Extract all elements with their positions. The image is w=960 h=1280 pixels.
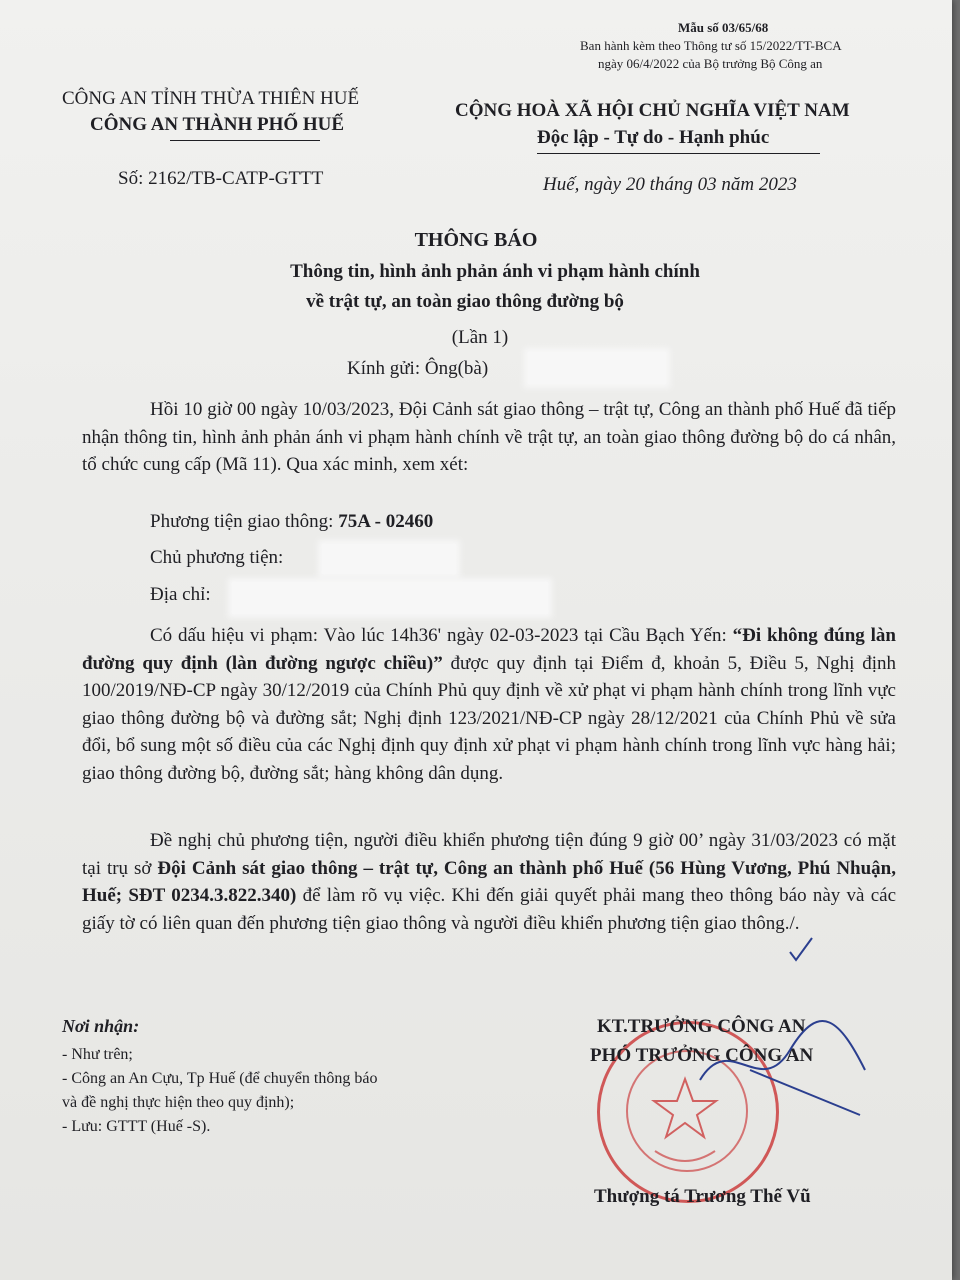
violation-paragraph xyxy=(82,622,896,787)
redacted-owner-name xyxy=(322,544,456,574)
recipients-line-2: - Công an An Cựu, Tp Huế (để chuyển thông báo xyxy=(62,1070,378,1087)
check-mark-icon xyxy=(786,934,816,964)
owner-label: Chủ phương tiện: xyxy=(150,547,284,568)
signature-line-2: PHÓ TRƯỞNG CÔNG AN xyxy=(590,1045,814,1066)
redacted-recipient-name xyxy=(528,352,666,384)
recipients-line-3: và đề nghị thực hiện theo quy định); xyxy=(62,1094,295,1111)
notice-title: THÔNG BÁO xyxy=(414,229,538,251)
nation-motto: Độc lập - Tự do - Hạnh phúc xyxy=(537,127,770,148)
violation-name: “Đi không đúng làn đường quy định (làn đường ngược chiều)” xyxy=(82,625,896,674)
signature-line-1: KT.TRƯỞNG CÔNG AN xyxy=(597,1016,806,1037)
violation-rest: được quy định tại Điểm đ, khoản 5, Điều 5, Nghị định 100/2019/NĐ-CP ngày 30/12/2019 của Chính Phủ quy định về xử phạt vi phạm hành chính trong lĩnh vực giao thông đường bộ và đường sắt; Nghị định 123/2021/NĐ-CP ngày 28/12/2021 của Chính Phủ về sửa đổi, bổ sung một số điều của các Nghị định quy định xử phạt vi phạm hành chính trong lĩnh vực hàng hải; giao thông đường bộ, đường sắt; hàng không dân dụng. xyxy=(82,652,897,784)
owner-field xyxy=(150,547,283,569)
date-place: Huế, ngày 20 tháng 03 năm 2023 xyxy=(543,174,797,195)
vehicle-label: Phương tiện giao thông: xyxy=(150,511,334,532)
signer-name: Thượng tá Trương Thế Vũ xyxy=(594,1186,811,1207)
notice-subtitle-1: Thông tin, hình ảnh phản ánh vi phạm hành chính xyxy=(290,261,700,282)
redacted-address xyxy=(232,582,548,614)
handwritten-signature xyxy=(690,1010,880,1120)
vehicle-plate: 75A - 02460 xyxy=(338,511,434,532)
motto-underline xyxy=(537,153,820,154)
intro-paragraph xyxy=(82,396,896,479)
notice-attempt: (Lần 1) xyxy=(451,327,509,348)
issued-line-2: ngày 06/4/2022 của Bộ trưởng Bộ Công an xyxy=(598,56,823,71)
document-number: Số: 2162/TB-CATP-GTTT xyxy=(118,168,324,189)
recipients-heading: Nơi nhận: xyxy=(62,1016,140,1036)
notice-subtitle-2: về trật tự, an toàn giao thông đường bộ xyxy=(306,291,624,312)
agency-underline xyxy=(170,140,320,141)
issued-line-1: Ban hành kèm theo Thông tư số 15/2022/TT-BCA xyxy=(580,38,842,53)
agency-parent: CÔNG AN TỈNH THỪA THIÊN HUẾ xyxy=(62,88,360,109)
request-paragraph xyxy=(82,827,896,937)
intro-text: Hồi 10 giờ 00 ngày 10/03/2023, Đội Cảnh sát giao thông – trật tự, Công an thành phố Huế đã tiếp nhận thông tin, hình ảnh phản ánh vi phạm hành chính về trật tự, an toàn giao thông đường bộ do cá nhân, tổ chức cung cấp (Mã 11). Qua xác minh, xem xét: xyxy=(82,399,896,475)
address-field xyxy=(150,584,211,606)
agency-unit: CÔNG AN THÀNH PHỐ HUẾ xyxy=(90,114,345,135)
address-label: Địa chỉ: xyxy=(150,584,211,605)
nation-title: CỘNG HOÀ XÃ HỘI CHỦ NGHĨA VIỆT NAM xyxy=(455,100,850,121)
recipients-line-1: - Như trên; xyxy=(62,1046,133,1063)
request-office: Đội Cảnh sát giao thông – trật tự, Công an thành phố Huế (56 Hùng Vương, Phú Nhuận, Huế; SĐT 0234.3.822.340) xyxy=(82,857,897,906)
form-number: Mẫu số 03/65/68 xyxy=(678,20,769,35)
vehicle-field xyxy=(150,511,433,533)
recipients-line-4: - Lưu: GTTT (Huế -S). xyxy=(62,1118,211,1135)
request-part-1: Đề nghị chủ phương tiện, người điều khiển phương tiện đúng 9 giờ 00’ ngày 31/03/2023 có mặt tại trụ sở xyxy=(82,830,896,879)
request-part-2: để làm rõ vụ việc. Khi đến giải quyết phải mang theo thông báo này và các giấy tờ có liên quan đến phương tiện giao thông và người điều khiển phương tiện giao thông./. xyxy=(82,885,897,934)
violation-intro: Có dấu hiệu vi phạm: Vào lúc 14h36' ngày 02-03-2023 tại Cầu Bạch Yến: xyxy=(150,625,727,646)
recipient-label: Kính gửi: Ông(bà) xyxy=(347,358,489,379)
